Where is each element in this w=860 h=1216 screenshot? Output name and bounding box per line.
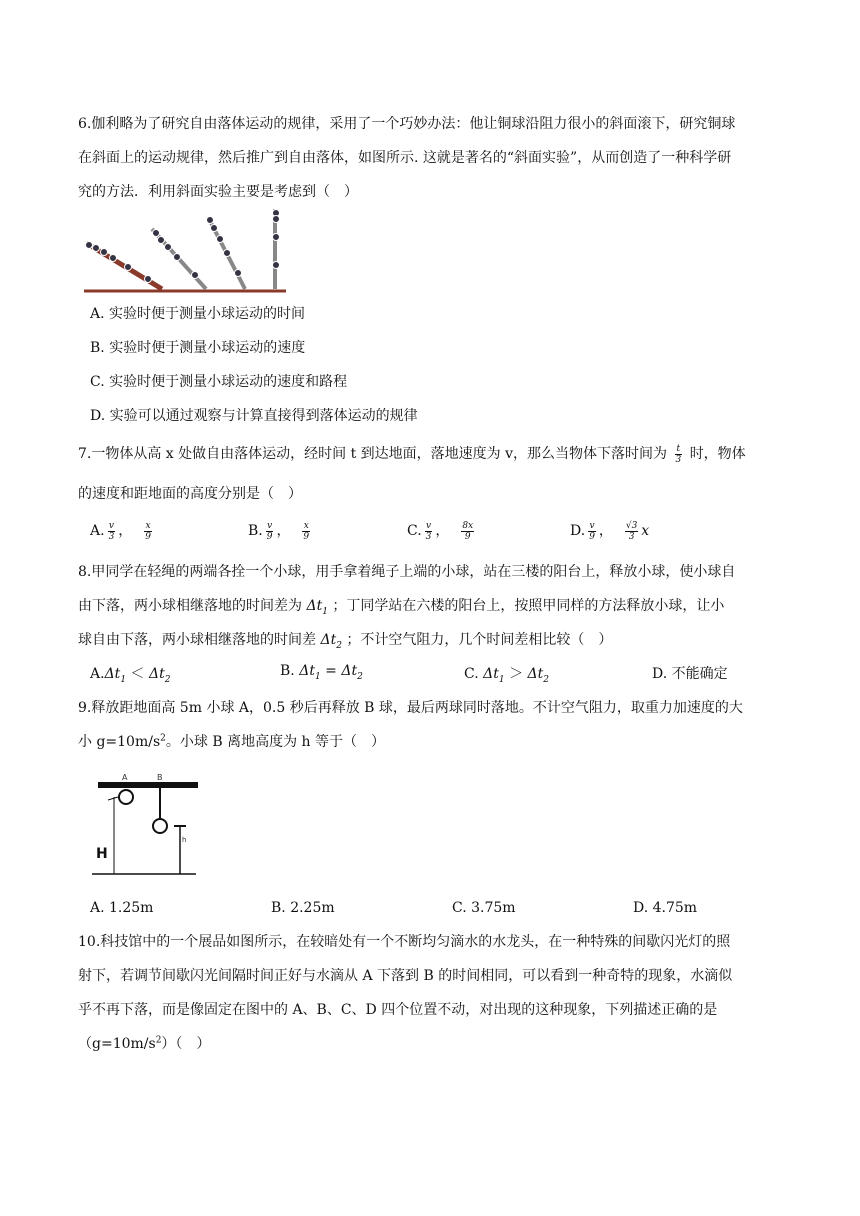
q7-option-b: B. $\frac{v}{9}$ ， $\frac{x}{9}$ — [248, 520, 310, 542]
option-tail: x — [641, 523, 650, 539]
option-label: A. — [90, 523, 105, 539]
subscript: 2 — [357, 671, 363, 682]
q6-option-d: D. 实验可以通过观察与计算直接得到落体运动的规律 — [90, 408, 418, 424]
q8-line-3-tail: ；不计空气阻力，几个时间差相比较（ ） — [346, 632, 613, 648]
delta-t: Δt — [306, 598, 323, 614]
label-b: B — [157, 773, 163, 782]
q6-option-a: A. 实验时便于测量小球运动的时间 — [90, 306, 306, 322]
fraction — [461, 521, 474, 542]
fraction-numerator: v — [425, 520, 432, 531]
fraction-numerator: x — [145, 520, 151, 531]
fraction-denominator: 9 — [303, 531, 310, 542]
delta-t: Δt — [527, 666, 544, 682]
fraction-numerator: x — [303, 520, 309, 531]
fraction-denominator: 9 — [266, 531, 273, 542]
fraction-numerator: t — [675, 444, 683, 455]
fraction — [266, 521, 274, 542]
fraction-numerator: v — [267, 520, 273, 531]
q9-line-1: 9.释放距地面高 5m 小球 A，0.5 秒后再释放 B 球，最后两球同时落地。不计空气阻力，取重力加速度的大 — [78, 700, 743, 716]
label-h-small: h — [182, 836, 187, 844]
q10-line-3: 乎不再下落，而是像固定在图中的 A、B、C、D 四个位置不动，对出现的这种现象，下列描述正确的是 — [78, 1002, 718, 1018]
two-balls-figure — [90, 770, 200, 882]
q8-line-2-tail: ；丁同学站在六楼的阳台上，按照甲同样的方法释放小球，让小 — [332, 598, 725, 614]
q8-option-b — [280, 663, 363, 682]
q7-option-d: D. $\frac{v}{9}$ ， $\frac{√3}{3}$ x — [570, 520, 650, 542]
q6-line-1: 6.伽利略为了研究自由落体运动的规律，采用了一个巧妙办法：他让铜球沿阻力很小的斜面滚下，研究铜球 — [78, 116, 736, 132]
operator: ＞ — [509, 666, 524, 682]
q7-line-1 — [78, 443, 746, 465]
superscript: 2 — [160, 733, 166, 744]
subscript: 1 — [120, 674, 127, 685]
delta-t: Δt — [320, 632, 337, 648]
subscript: 1 — [322, 606, 328, 617]
fraction — [108, 521, 116, 542]
q8-line-3 — [78, 629, 612, 651]
fraction — [588, 521, 596, 542]
delta-t: Δt — [299, 663, 315, 679]
fraction-denominator: 3 — [108, 531, 115, 542]
delta-t1 — [306, 598, 328, 617]
q9-line-2-tail: 。小球 B 离地高度为 h 等于（ ） — [165, 734, 385, 750]
label-h-big: H — [96, 846, 108, 862]
inclined-plane-figure — [80, 207, 290, 295]
fraction — [302, 521, 310, 542]
superscript: 2 — [155, 1035, 162, 1046]
delta-t: Δt — [104, 666, 121, 682]
option-label: C. — [464, 666, 479, 682]
operator: ＜ — [130, 666, 145, 682]
delta-t: Δt — [483, 666, 499, 682]
operator: = — [325, 663, 337, 679]
delta-t: Δt — [341, 663, 358, 679]
q8-option-c — [464, 663, 549, 685]
q9-option-c: C. 3.75m — [452, 900, 516, 916]
q10-line-4-text: （g=10m/s — [78, 1036, 156, 1052]
q9-line-2 — [78, 731, 385, 751]
q8-line-2 — [78, 595, 724, 617]
option-label: C. — [407, 523, 422, 539]
q9-option-b: B. 2.25m — [271, 900, 335, 916]
q8-line-2-text: 由下落，两小球相继落地的时间差为 — [78, 598, 302, 614]
subscript: 1 — [498, 674, 505, 685]
q6-line-2: 在斜面上的运动规律，然后推广到自由落体，如图所示. 这就是著名的“斜面实验”，从而创造了一种科学研 — [78, 150, 732, 166]
q7-line-1-tail: 时，物体 — [689, 446, 746, 462]
fraction-denominator: 9 — [145, 531, 151, 542]
q7-line-1-text: 7.一物体从高 x 处做自由落体运动，经时间 t 到达地面，落地速度为 v，那么当物体下落时间为 — [78, 446, 668, 462]
q10-line-4-tail: ）（ ） — [161, 1036, 211, 1052]
q6-option-c: C. 实验时便于测量小球运动的速度和路程 — [90, 374, 348, 390]
q10-line-1: 10.科技馆中的一个展品如图所示，在较暗处有一个不断均匀滴水的水龙头，在一种特殊的间歇闪光灯的照 — [78, 934, 731, 950]
fraction-denominator: 3 — [628, 531, 635, 542]
q7-fraction-t-over-3 — [675, 444, 683, 465]
q7-line-2: 的速度和距地面的高度分别是（ ） — [78, 486, 302, 502]
q8-line-1: 8.甲同学在轻绳的两端各拴一个小球，用手拿着绳子上端的小球，站在三楼的阳台上，释放小球，使小球自 — [78, 564, 736, 580]
q9-option-d: D. 4.75m — [633, 900, 698, 916]
fraction-numerator: v — [108, 520, 114, 531]
subscript: 2 — [543, 674, 549, 685]
q6-option-b: B. 实验时便于测量小球运动的速度 — [90, 340, 306, 356]
option-label: B. — [248, 523, 263, 539]
subscript: 1 — [314, 671, 321, 682]
option-label: D. — [570, 523, 586, 539]
q8-option-d: D. 不能确定 — [652, 666, 728, 682]
fraction-numerator: v — [589, 520, 595, 531]
option-label: A. — [90, 666, 105, 682]
fraction-denominator: 9 — [464, 531, 471, 542]
fraction — [144, 521, 152, 542]
delta-t2 — [320, 632, 342, 651]
q6-line-3: 究的方法．利用斜面实验主要是考虑到（ ） — [78, 184, 358, 200]
fraction — [425, 521, 433, 542]
label-a: A — [122, 773, 128, 782]
fraction — [625, 521, 638, 542]
q9-option-a: A. 1.25m — [90, 900, 154, 916]
fraction-numerator: √3 — [625, 520, 638, 531]
option-label: B. — [280, 663, 295, 679]
fraction-denominator: 9 — [589, 531, 595, 542]
q10-line-2: 射下，若调节间歇闪光间隔时间正好与水滴从 A 下落到 B 的时间相同，可以看到一种奇特的现象，水滴似 — [78, 968, 733, 984]
q10-line-4 — [78, 1033, 210, 1053]
q9-line-2-text: 小 g=10m/s — [78, 734, 161, 750]
q8-option-a — [90, 663, 170, 685]
subscript: 2 — [164, 674, 171, 685]
q7-option-c: C. $\frac{v}{3}$ ， $\frac{8x}{9}$ — [407, 520, 474, 542]
fraction-denominator: 3 — [675, 454, 682, 465]
q7-option-a: A. $\frac{v}{3}$ ， $\frac{x}{9}$ — [90, 520, 151, 542]
delta-t: Δt — [148, 666, 165, 682]
fraction-numerator: 8x — [462, 520, 474, 531]
subscript: 2 — [336, 640, 342, 651]
q8-line-3-text: 球自由下落，两小球相继落地的时间差 — [78, 632, 316, 648]
fraction-denominator: 3 — [425, 531, 432, 542]
